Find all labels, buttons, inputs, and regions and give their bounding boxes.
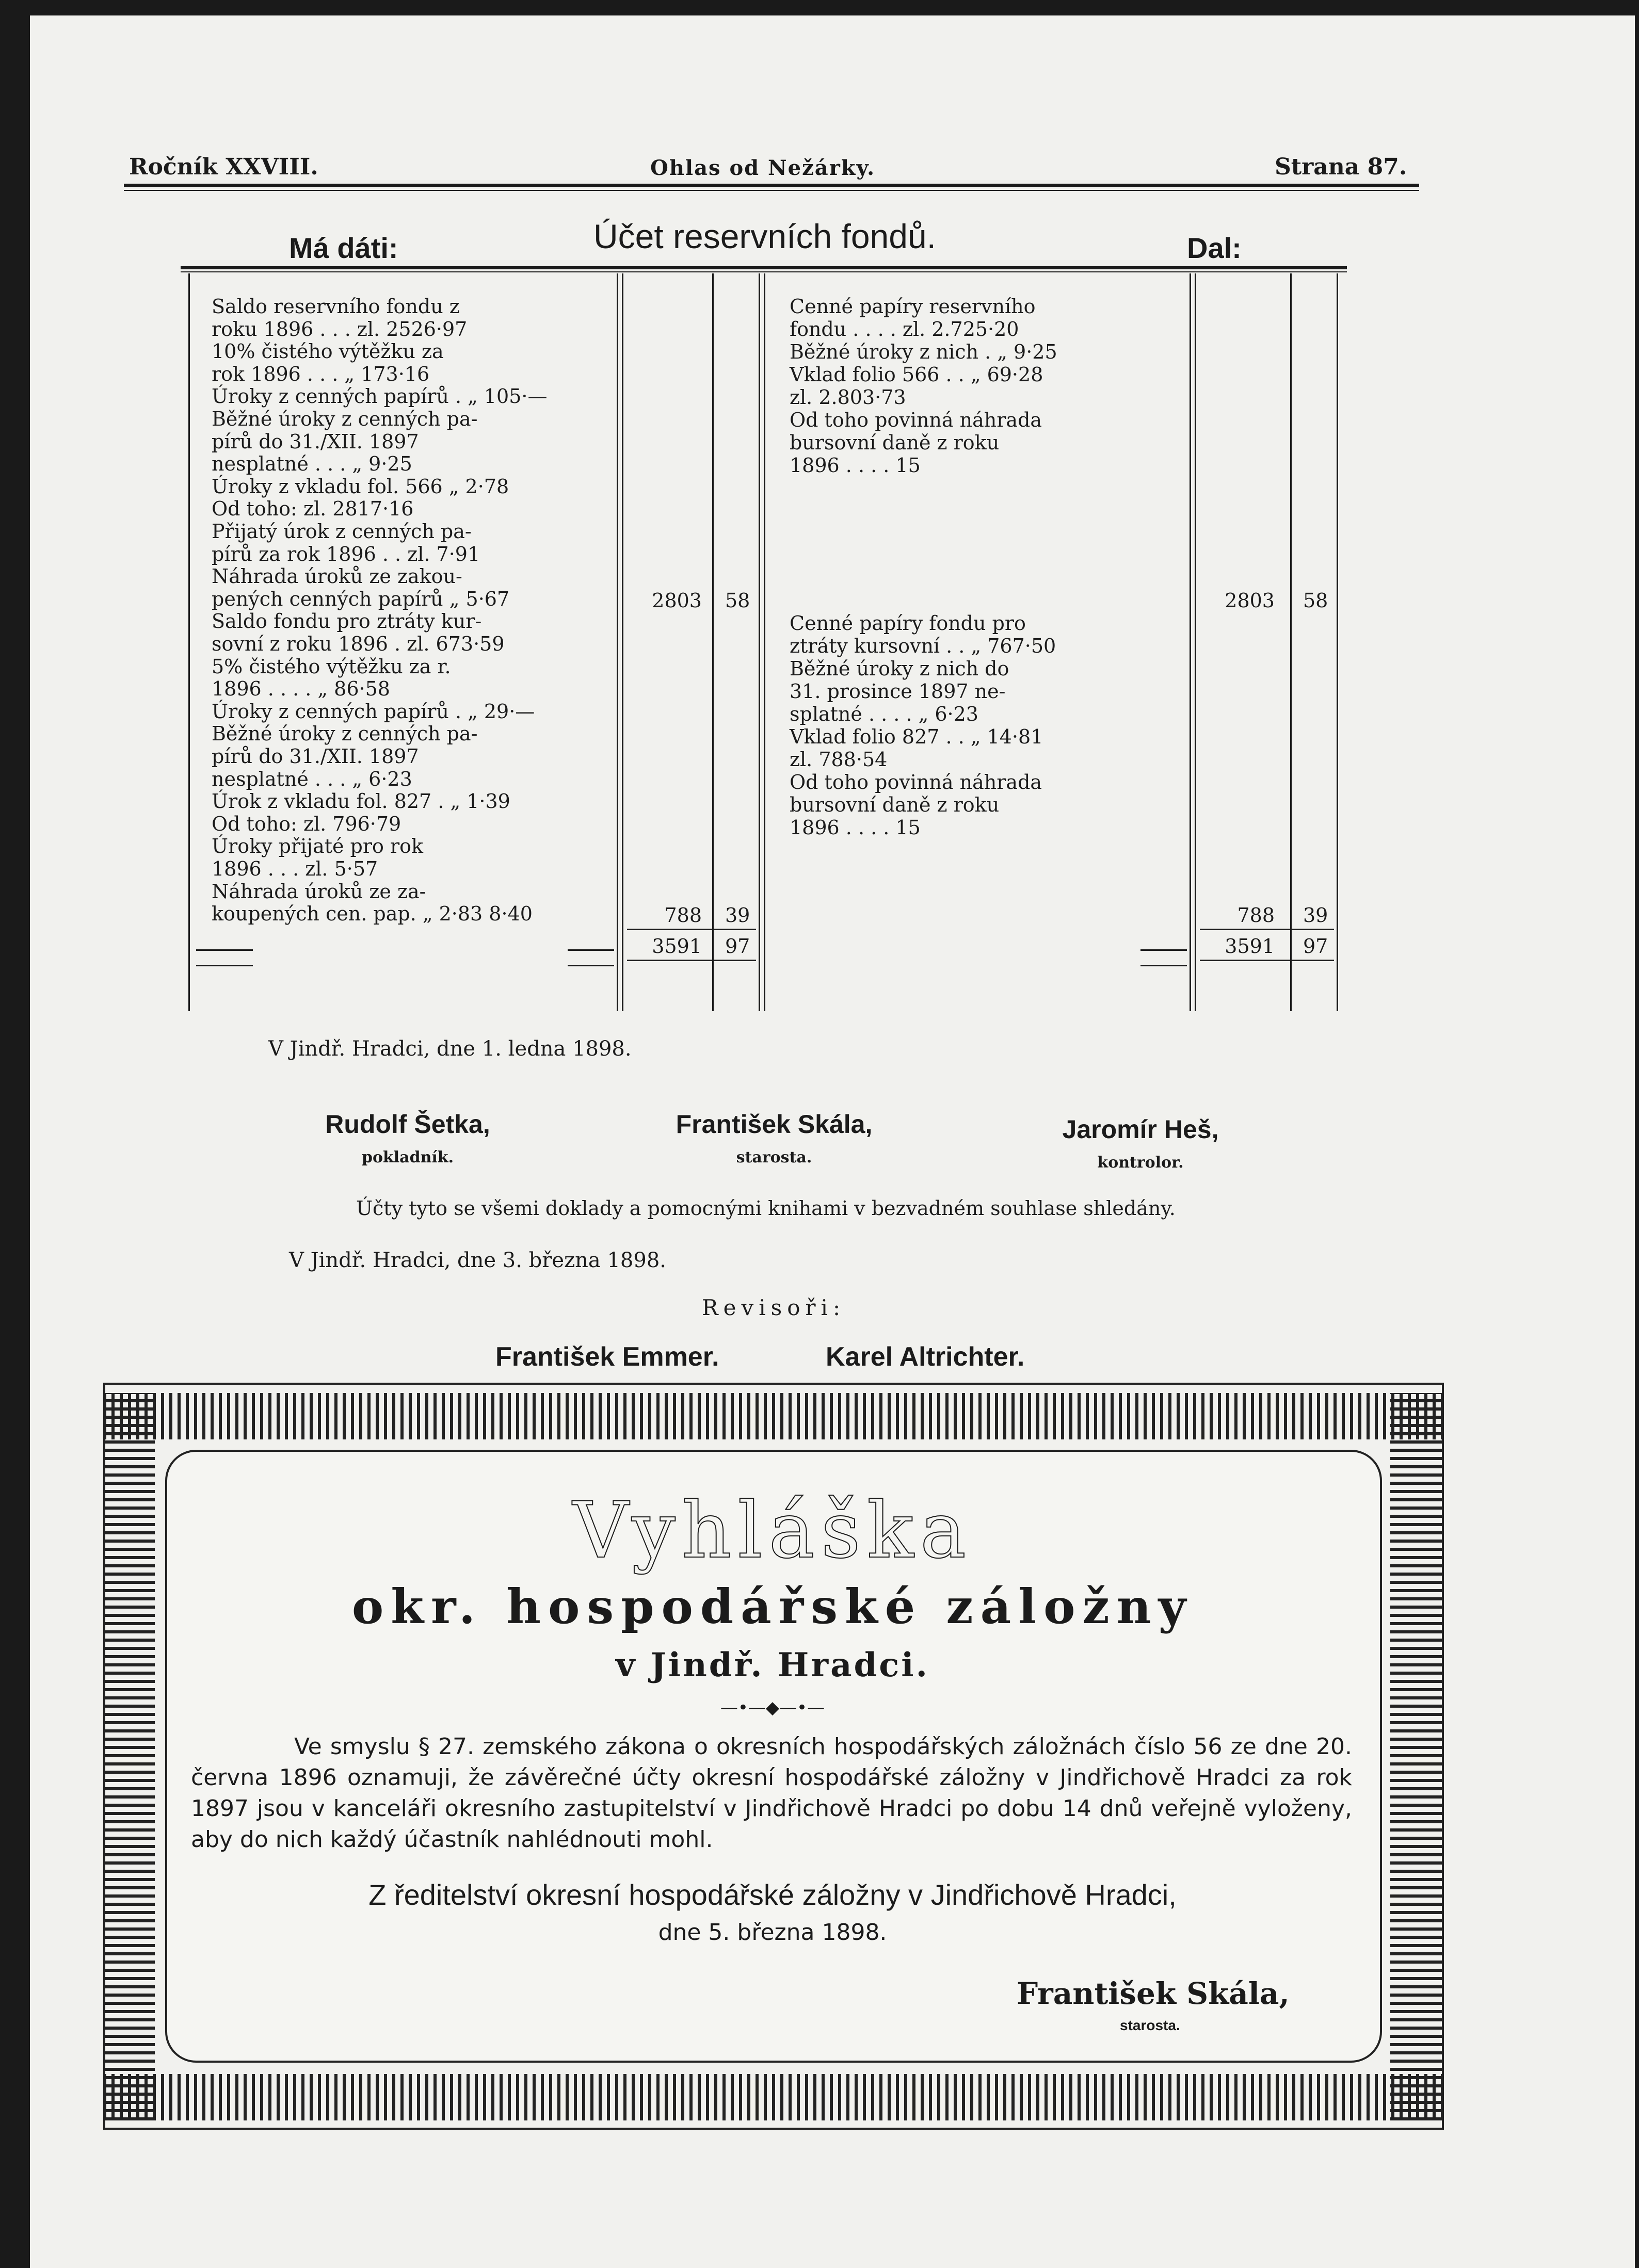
notice-title: Vyhláška — [572, 1486, 973, 1576]
volume-label: Ročník XXVIII. — [129, 154, 318, 180]
ornamental-border-left — [103, 1393, 155, 2120]
debit-entry-line: Úrok z vkladu fol. 827 . „ 1·39 — [212, 790, 510, 813]
debit-entry-line: Přijatý úrok z cenných pa- — [212, 520, 472, 543]
debit-entry-line: pených cenných papírů „ 5·67 — [212, 587, 510, 610]
sum-rule — [196, 949, 253, 951]
debit-entry-line: pírů do 31./XII. 1897 — [212, 430, 419, 453]
credit-entry-line: Cenné papíry fondu pro — [790, 612, 1026, 635]
sum-rule — [1140, 965, 1187, 966]
credit-entry-line: Od toho povinná náhrada — [790, 409, 1042, 431]
debit-subtotal-1-zl: 2803 — [652, 589, 702, 612]
debit-entry-line: 5% čistého výtěžku za r. — [212, 655, 451, 678]
credit-subtotal-1-zl: 2803 — [1225, 589, 1275, 612]
sum-rule — [1140, 949, 1187, 951]
debit-entry-line: Náhrada úroků ze zakou- — [212, 565, 462, 588]
debit-entry-line: 1896 . . . zl. 5·57 — [212, 857, 378, 880]
header-rule-thin — [124, 190, 1419, 191]
debit-entry-line: Úroky z vkladu fol. 566 „ 2·78 — [212, 475, 509, 498]
debit-entry-line: koupených cen. pap. „ 2·83 8·40 — [212, 902, 533, 926]
debit-entry-line: rok 1896 . . . „ 173·16 — [212, 362, 430, 385]
debit-entry-line: Saldo fondu pro ztráty kur- — [212, 610, 482, 633]
debit-entry-line: Úroky z cenných papírů . „ 105·— — [212, 385, 548, 408]
credit-entry-line: Běžné úroky z nich do — [790, 657, 1009, 680]
col-rule — [712, 273, 714, 1011]
sum-rule — [1200, 929, 1334, 930]
debit-entry-line: Náhrada úroků ze za- — [212, 880, 426, 903]
notice-date: dne 5. března 1898. — [658, 1919, 887, 1946]
debit-label: Má dáti: — [289, 232, 398, 264]
credit-entry-line: 1896 . . . . 15 — [790, 816, 921, 839]
credit-entry-line: zl. 788·54 — [790, 748, 888, 771]
debit-entry-line: Od toho: zl. 2817·16 — [212, 497, 414, 521]
signature-role: kontrolor. — [1097, 1154, 1184, 1172]
debit-total-zl: 3591 — [652, 935, 702, 958]
sum-rule — [1200, 960, 1334, 961]
page-number: Strana 87. — [1275, 154, 1407, 180]
debit-entry-line: Úroky přijaté pro rok — [212, 835, 424, 858]
col-rule — [759, 273, 760, 1011]
credit-entry-line: ztráty kursovní . . „ 767·50 — [790, 635, 1056, 657]
place-date-1: V Jindř. Hradci, dne 1. ledna 1898. — [268, 1037, 632, 1061]
col-rule — [188, 273, 190, 1011]
notice-subtitle: okr. hospodářské záložny — [351, 1579, 1194, 1634]
debit-subtotal-1-kr: 58 — [725, 589, 750, 612]
sum-rule — [627, 960, 756, 961]
col-rule — [1290, 273, 1292, 1011]
col-rule — [617, 273, 618, 1011]
ledger-top-rule — [181, 266, 1347, 269]
header-rule — [124, 184, 1419, 187]
revisor-name: František Emmer. — [495, 1342, 719, 1372]
debit-entry-line: Od toho: zl. 796·79 — [212, 812, 401, 835]
ledger-top-rule-thin — [181, 271, 1347, 272]
signature-role: pokladník. — [361, 1148, 454, 1167]
col-rule — [764, 273, 765, 1011]
credit-total-kr: 97 — [1303, 935, 1328, 958]
notice-signer: František Skála, — [1017, 1976, 1290, 2011]
credit-entry-line: fondu . . . . zl. 2.725·20 — [790, 318, 1019, 341]
debit-subtotal-2-kr: 39 — [725, 904, 750, 927]
credit-entry-line: bursovní daně z roku — [790, 793, 1000, 816]
signature-name: František Skála, — [676, 1110, 873, 1139]
col-rule — [1195, 273, 1196, 1011]
signature-name: Rudolf Šetka, — [325, 1110, 490, 1139]
col-rule — [1337, 273, 1338, 1011]
credit-subtotal-2-zl: 788 — [1237, 904, 1275, 927]
sum-rule — [196, 965, 253, 966]
debit-entry-line: pírů za rok 1896 . . zl. 7·91 — [212, 542, 480, 565]
notice-from: Z ředitelství okresní hospodářské záložny v Jindřichově Hradci, — [368, 1878, 1177, 1911]
credit-subtotal-1-kr: 58 — [1303, 589, 1328, 612]
col-rule — [622, 273, 623, 1011]
credit-label: Dal: — [1187, 232, 1242, 264]
notice-signer-role: starosta. — [1120, 2017, 1180, 2033]
credit-entry-line: Vklad folio 566 . . „ 69·28 — [790, 363, 1043, 386]
ornamental-border-right — [1390, 1393, 1442, 2120]
credit-subtotal-2-kr: 39 — [1303, 904, 1328, 927]
notice-place: v Jindř. Hradci. — [616, 1646, 929, 1684]
ornamental-border-bottom — [103, 2074, 1442, 2120]
credit-entry-line: Běžné úroky z nich . „ 9·25 — [790, 341, 1057, 363]
debit-entry-line: Běžné úroky z cenných pa- — [212, 408, 478, 430]
revisors-label: Revisoři: — [702, 1295, 846, 1320]
credit-entry-line: Vklad folio 827 . . „ 14·81 — [790, 725, 1043, 748]
audit-statement: Účty tyto se všemi doklady a pomocnými knihami v bezvadném souhlase shledány. — [356, 1197, 1176, 1220]
masthead-title: Ohlas od Nežárky. — [650, 156, 876, 180]
notice-body: Ve smyslu § 27. zemského zákona o okresních hospodářských záložnách číslo 56 ze dne 20. června 1896 oznamuji, že závěrečné účty okresní hospodářské záložny v Jindřichově Hradci za rok 1897 jsou v kanceláři okresního zastupitelství v Jindřichově Hradci po dobu 14 dnů veřejně vyloženy, aby do nich každý účastník nahlédnouti mohl. — [191, 1734, 1352, 1853]
ledger-title: Účet reservních fondů. — [593, 217, 936, 255]
debit-entry-line: roku 1896 . . . zl. 2526·97 — [212, 317, 468, 341]
signature-role: starosta. — [736, 1148, 812, 1167]
debit-entry-line: nesplatné . . . „ 6·23 — [212, 767, 412, 790]
debit-subtotal-2-zl: 788 — [664, 904, 702, 927]
signature-name: Jaromír Heš, — [1062, 1115, 1219, 1144]
col-rule — [1190, 273, 1191, 1011]
debit-entry-line: Úroky z cenných papírů . „ 29·— — [212, 700, 535, 723]
credit-entry-line: Od toho povinná náhrada — [790, 771, 1042, 793]
credit-entry-line: bursovní daně z roku — [790, 431, 1000, 454]
debit-total-kr: 97 — [725, 935, 750, 958]
sum-rule — [568, 949, 614, 951]
credit-entry-line: Cenné papíry reservního — [790, 295, 1036, 318]
debit-entry-line: pírů do 31./XII. 1897 — [212, 745, 419, 768]
credit-entry-line: 1896 . . . . 15 — [790, 454, 921, 477]
credit-entry-line: 31. prosince 1897 ne- — [790, 680, 1006, 703]
debit-entry-line: nesplatné . . . „ 9·25 — [212, 452, 412, 476]
ornament-divider: —•—◆—•— — [720, 1697, 825, 1718]
credit-entry-line: zl. 2.803·73 — [790, 386, 906, 409]
credit-entry-line: splatné . . . . „ 6·23 — [790, 703, 978, 725]
ornamental-border-top — [103, 1393, 1442, 1439]
sum-rule — [568, 965, 614, 966]
credit-total-zl: 3591 — [1225, 935, 1275, 958]
place-date-2: V Jindř. Hradci, dne 3. března 1898. — [289, 1249, 666, 1272]
sum-rule — [627, 929, 756, 930]
debit-entry-line: 10% čistého výtěžku za — [212, 340, 444, 363]
debit-entry-line: Saldo reservního fondu z — [212, 295, 460, 318]
debit-entry-line: 1896 . . . . „ 86·58 — [212, 677, 390, 701]
revisor-name: Karel Altrichter. — [826, 1342, 1025, 1372]
debit-entry-line: Běžné úroky z cenných pa- — [212, 722, 478, 746]
debit-entry-line: sovní z roku 1896 . zl. 673·59 — [212, 633, 505, 655]
